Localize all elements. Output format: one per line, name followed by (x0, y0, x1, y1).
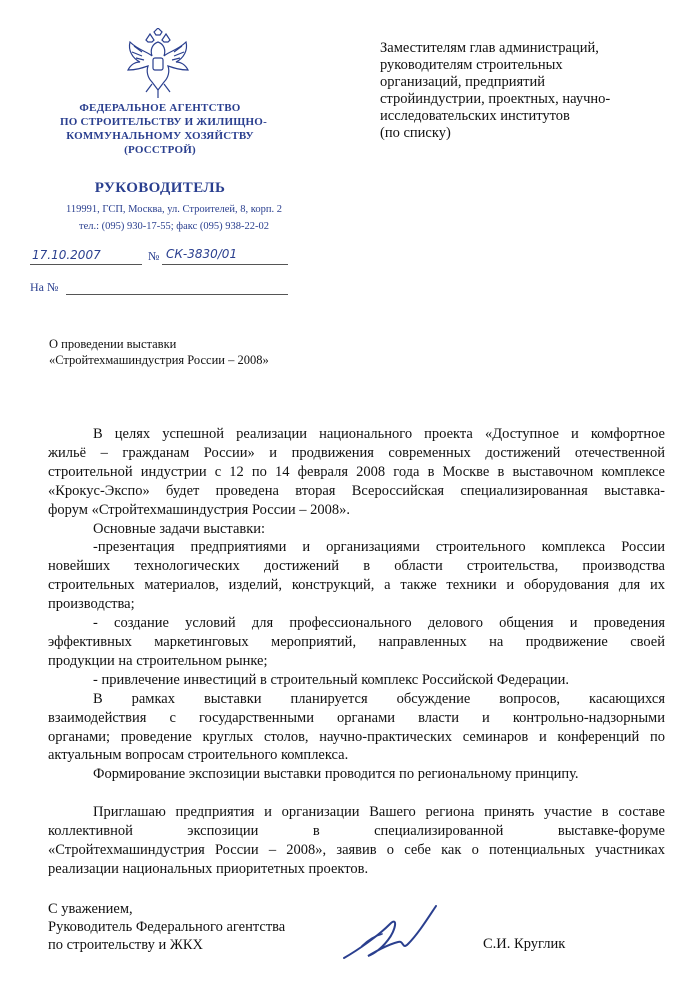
body-line: новейших технологических достижений в области строительства, производства (48, 558, 665, 575)
na-line (66, 278, 288, 295)
body-line: Формирование экспозиции выставки проводится по региональному принципу. (93, 766, 579, 783)
agency-address: 119991, ГСП, Москва, ул. Строителей, 8, корп. 2 (66, 204, 282, 215)
agency-line: ФЕДЕРАЛЬНОЕ АГЕНТСТВО (79, 102, 241, 114)
body-line: актуальным вопросам строительного комплекса. (48, 747, 349, 764)
body-line: В целях успешной реализации национального проекта «Доступное и комфортное (93, 426, 665, 442)
agency-phone: тел.: (095) 930-17-55; факс (095) 938-22-02 (78, 221, 269, 232)
closing-line: по строительству и ЖКХ (48, 937, 203, 953)
closing-line: Руководитель Федерального агентства (48, 919, 286, 935)
body-line: коллективной экспозиции в специализированной выставке-форуме (48, 823, 665, 840)
recipient-line: стройиндустрии, проектных, научно- (380, 91, 611, 107)
letter-body (48, 425, 665, 879)
body-line: Основные задачи выставки: (93, 520, 266, 537)
recipient-line: исследовательских институтов (380, 108, 570, 124)
body-line: -презентация предприятиями и организациями строительного комплекса России (93, 539, 665, 556)
body-line: реализации национальных приоритетных проектов. (48, 860, 369, 877)
body-line: производства; (48, 596, 135, 613)
agency-name (60, 101, 267, 157)
subject-line: «Стройтехмашиндустрия России – 2008» (49, 353, 269, 367)
body-line: жильё – гражданам России» и продвижения современных достижений отечественной (48, 444, 665, 461)
body-line: Приглашаю предприятия и организации Вашего региона принять участие в составе (93, 804, 665, 821)
number-prefix: № (148, 249, 160, 263)
subject-block (49, 336, 269, 368)
body-line: строительных материалов, изделий, конструкций, а также техники и оборудования для их (48, 577, 665, 594)
closing-block (48, 900, 285, 954)
agency-line: ПО СТРОИТЕЛЬСТВУ И ЖИЛИЩНО- (60, 116, 267, 128)
recipient-line: (по списку) (380, 125, 451, 141)
body-line: продукции на строительном рынке; (48, 652, 268, 669)
body-line: - привлечение инвестиций в строительный комплекс Российской Федерации. (93, 671, 570, 688)
body-line: органами; проведение круглых столов, научно-практических семинаров и конференций по (48, 728, 665, 745)
reg-number: СК-3830/01 (166, 247, 238, 261)
closing-line: С уважением, (48, 901, 133, 917)
recipient-line: Заместителям глав администраций, (380, 40, 599, 56)
body-line: «Крокус-Экспо» будет проведена вторая Всероссийская специализированная выставка- (48, 482, 665, 499)
na-label: На № (30, 280, 59, 294)
recipient-line: организаций, предприятий (380, 74, 546, 90)
signer-name: С.И. Круглик (483, 936, 566, 952)
coat-of-arms-emblem (122, 28, 194, 100)
body-line: форум «Стройтехмашиндустрия России – 2008». (48, 501, 351, 518)
reg-date: 17.10.2007 (32, 248, 101, 262)
recipient-line: руководителям строительных (380, 57, 563, 73)
agency-line: (РОССТРОЙ) (124, 144, 196, 156)
head-title: РУКОВОДИТЕЛЬ (94, 180, 226, 196)
handwritten-signature (338, 900, 448, 970)
recipient-block (380, 40, 610, 142)
body-line: эффективных маркетинговых мероприятий, направленных на продвижение своей (48, 633, 665, 650)
subject-line: О проведении выставки (49, 337, 177, 351)
body-line: «Стройтехмашиндустрия России – 2008», заявив о себе как о потенциальных участниках (48, 842, 665, 859)
agency-line: КОММУНАЛЬНОМУ ХОЗЯЙСТВУ (66, 130, 254, 142)
body-line: В рамках выставки планируется обсуждение вопросов, касающихся (93, 690, 665, 707)
body-line: строительной индустрии с 12 по 14 февраля 2008 года в Москве в выставочном комплексе (48, 463, 665, 480)
body-line: взаимодействия с государственными органами власти и контрольно-надзорными (48, 709, 665, 726)
body-line: - создание условий для профессионального делового общения и проведения (93, 615, 665, 632)
